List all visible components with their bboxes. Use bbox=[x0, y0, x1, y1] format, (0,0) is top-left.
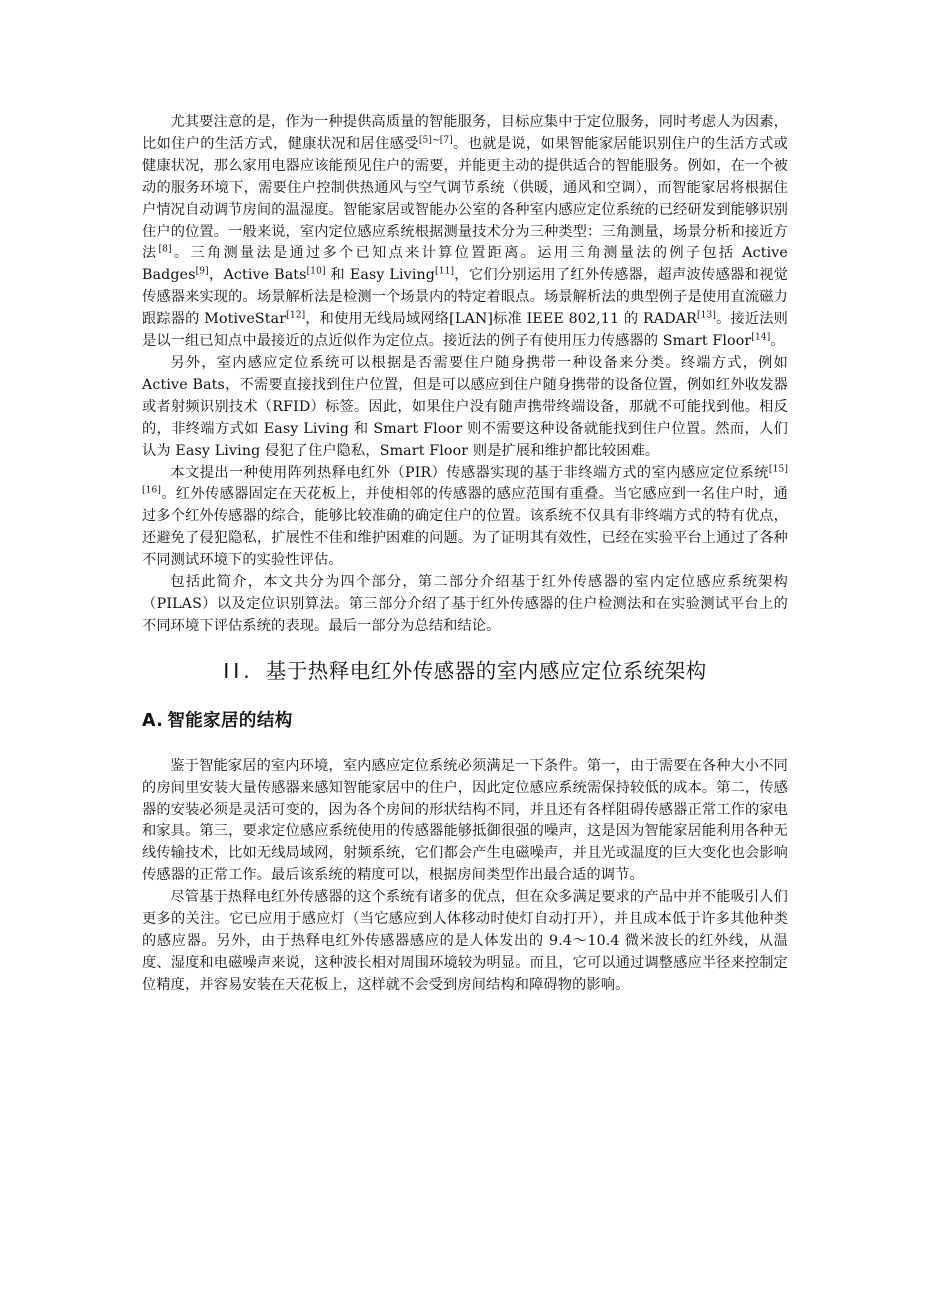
paragraph-text: ，Active Bats bbox=[208, 267, 307, 284]
paper-page bbox=[142, 112, 788, 997]
paragraph-text: 另外，室内感应定位系统可以根据是否需要住户随身携带一种设备来分类。终端方式，例如 Active Bats，不需要直接找到住户位置，但是可以感应到住户随身携带的设备位置，例如红外收发器或者射频识别技术（RFID）标签。因此，如果住户没有随声携带终端设备，那就不可能找到他。相反的，非终端方式如 Easy Living 和 Smart Floor 则不需要这种设备就能找到住户位置。然而，人们认为 Easy Living 侵犯了住户隐私，Smart Floor 则是扩展和维护都比较困难。 bbox=[142, 354, 788, 459]
citation-superscript: [8] bbox=[158, 244, 172, 255]
citation-superscript: [12] bbox=[286, 310, 306, 321]
subsection-heading bbox=[142, 708, 788, 734]
body-text-section bbox=[142, 756, 788, 997]
subsection-number: A. bbox=[142, 710, 164, 731]
paragraph-text: 。也就是说，如果智能家居能识别住户的生活方式或健康状况，那么家用电器应该能预见住户的需要，并能更主动的提供适合的智能服务。例如，在一个被动的服务环境下，需要住户控制供热通风与空气调节系统（供暖，通风和空调），而智能家居将根据住户情况自动调节房间的温湿度。智能家居或智能办公室的各种室内感应定位系统的已经研发到能够识别住户的位置。一般来说，室内定位感应系统根据测量技术分为三种类型：三角测量，场景分析和接近方法 bbox=[142, 135, 788, 262]
paragraph-text: 尽管基于热释电红外传感器的这个系统有诸多的优点，但在众多满足要求的产品中并不能吸引人们更多的关注。它已应用于感应灯（当它感应到人体移动时使灯自动打开），并且成本低于许多其他种类的感应器。另外，由于热释电红外传感器感应的是人体发出的 9.4～10.4 微米波长的红外线，从温度、湿度和电磁噪声来说，这种波长相对周围环境较为明显。而且，它可以通过调整感应半径来控制定位精度，并容易安装在天花板上，这样就不会受到房间结构和障碍物的影响。 bbox=[142, 889, 788, 993]
paragraph-text: 。接近法则是以一组已知点中最接近的点近似作为定位点。接近法的例子有使用压力传感器的 Smart Floor bbox=[142, 311, 788, 350]
citation-superscript: [11] bbox=[435, 266, 455, 277]
paragraph bbox=[142, 112, 788, 353]
citation-superscript: [9] bbox=[195, 266, 209, 277]
citation-superscript: [14] bbox=[751, 332, 771, 343]
paragraph bbox=[142, 463, 788, 573]
paragraph-text: ，它们分别运用了红外传感器，超声波传感器和视觉传感器来实现的。场景解析法是检测一个场景内的特定着眼点。场景解析法的典型例子是使用直流磁力跟踪器的 MotiveStar bbox=[142, 267, 788, 328]
paragraph-text: 和 Easy Living bbox=[325, 267, 436, 284]
paragraph bbox=[142, 887, 788, 997]
paragraph bbox=[142, 353, 788, 463]
subsection-title: 智能家居的结构 bbox=[167, 710, 293, 731]
paragraph-text: 鉴于智能家居的室内环境，室内感应定位系统必须满足一下条件。第一，由于需要在各种大小不同的房间里安装大量传感器来感知智能家居中的住户，因此定位感应系统需保持较低的成本。第二，传感器的安装必须是灵活可变的，因为各个房间的形状结构不同，并且还有各样阻碍传感器正常工作的家电和家具。第三，要求定位感应系统使用的传感器能够抵御很强的噪声，这是因为智能家居能利用各种无线传输技术，比如无线局域网，射频系统，它们都会产生电磁噪声，并且光或温度的巨大变化也会影响传感器的正常工作。最后该系统的精度可以，根据房间类型作出最合适的调节。 bbox=[142, 757, 788, 884]
citation-superscript: [15] [16] bbox=[142, 463, 788, 496]
section-number: II. bbox=[223, 658, 254, 683]
citation-superscript: [5]~[7] bbox=[418, 135, 453, 146]
paragraph-text: 包括此简介，本文共分为四个部分，第二部分介绍基于红外传感器的室内定位感应系统架构（PILAS）以及定位识别算法。第三部分介绍了基于红外传感器的住户检测法和在实验测试平台上的不同环境下评估系统的表现。最后一部分为总结和结论。 bbox=[142, 574, 788, 634]
paragraph-text: 。 bbox=[770, 333, 785, 350]
citation-superscript: [13] bbox=[696, 310, 717, 321]
paragraph-text: 。红外传感器固定在天花板上，并使相邻的传感器的感应范围有重叠。当它感应到一名住户时，通过多个红外传感器的综合，能够比较准确的确定住户的位置。该系统不仅具有非终端方式的特有优点，还避免了侵犯隐私，扩展性不佳和维护困难的问题。为了证明其有效性，已经在实验平台上通过了各种不同测试环境下的实验性评估。 bbox=[142, 486, 788, 569]
citation-superscript: [10] bbox=[306, 266, 326, 277]
paragraph-text: ，和使用无线局域网络[LAN]标准 IEEE 802,11 的 RADAR bbox=[305, 311, 697, 328]
section-heading bbox=[142, 656, 788, 686]
body-text-intro bbox=[142, 112, 788, 638]
paragraph-text: 。三角测量法是通过多个已知点来计算位置距离。运用三角测量法的例子包括 Active Badges bbox=[142, 245, 788, 284]
paragraph-text: 本文提出一种使用阵列热释电红外（PIR）传感器实现的基于非终端方式的室内感应定位系统 bbox=[170, 464, 769, 481]
paragraph bbox=[142, 572, 788, 638]
paragraph bbox=[142, 756, 788, 887]
paragraph-text: 尤其要注意的是，作为一种提供高质量的智能服务，目标应集中于定位服务，同时考虑人为因素，比如住户的生活方式，健康状况和居住感受 bbox=[142, 114, 788, 152]
section-title: 基于热释电红外传感器的室内感应定位系统架构 bbox=[265, 658, 707, 683]
